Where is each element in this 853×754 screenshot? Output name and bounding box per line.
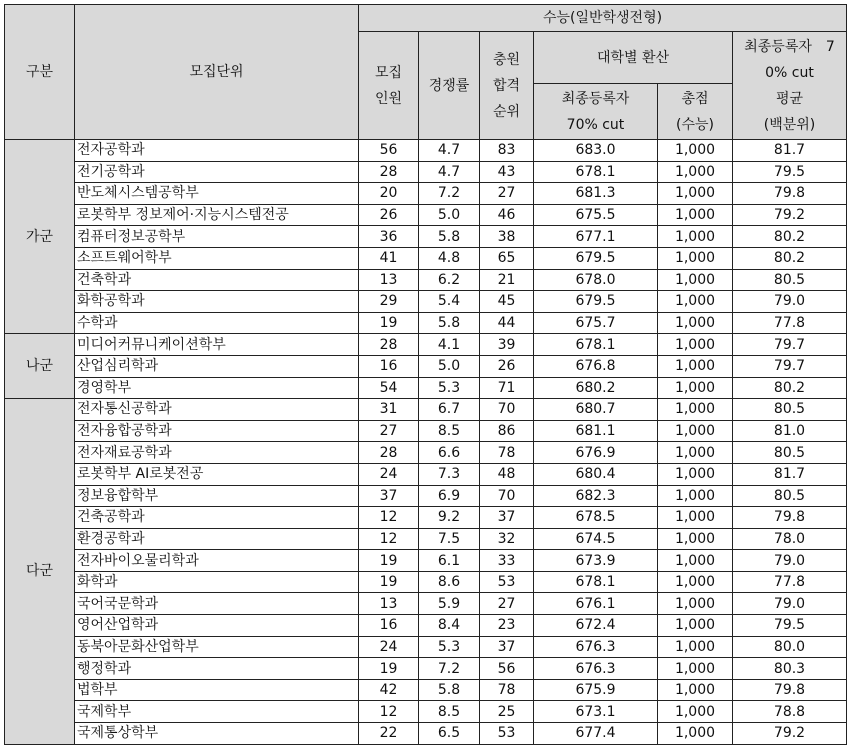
header-avg-line2: 0% cut xyxy=(765,64,814,81)
total-cell: 1,000 xyxy=(658,701,733,723)
avg-cell: 81.0 xyxy=(733,420,847,442)
table-row xyxy=(5,183,847,205)
total-cell: 1,000 xyxy=(658,550,733,572)
quota-cell: 13 xyxy=(359,269,419,291)
unit-cell: 전자공학과 xyxy=(75,140,359,162)
group-cell: 다군 xyxy=(5,399,75,745)
cut70-cell: 680.7 xyxy=(534,399,658,421)
waitlist-cell: 83 xyxy=(480,140,534,162)
header-avg-line4: (백분위) xyxy=(763,116,816,133)
quota-cell: 56 xyxy=(359,140,419,162)
competition-cell: 6.9 xyxy=(419,485,480,507)
competition-cell: 7.3 xyxy=(419,463,480,485)
waitlist-cell: 48 xyxy=(480,463,534,485)
header-competition: 경쟁률 xyxy=(419,32,480,140)
competition-cell: 8.6 xyxy=(419,571,480,593)
waitlist-cell: 43 xyxy=(480,161,534,183)
total-cell: 1,000 xyxy=(658,312,733,334)
unit-cell: 환경공학과 xyxy=(75,528,359,550)
competition-cell: 5.3 xyxy=(419,636,480,658)
cut70-cell: 678.1 xyxy=(534,571,658,593)
table-row xyxy=(5,485,847,507)
quota-cell: 37 xyxy=(359,485,419,507)
cut70-cell: 675.7 xyxy=(534,312,658,334)
total-cell: 1,000 xyxy=(658,636,733,658)
unit-cell: 행정학과 xyxy=(75,658,359,680)
competition-cell: 4.1 xyxy=(419,334,480,356)
table-row xyxy=(5,140,847,162)
avg-cell: 79.8 xyxy=(733,679,847,701)
competition-cell: 6.6 xyxy=(419,442,480,464)
cut70-cell: 673.1 xyxy=(534,701,658,723)
unit-cell: 소프트웨어학부 xyxy=(75,247,359,269)
total-cell: 1,000 xyxy=(658,183,733,205)
quota-cell: 12 xyxy=(359,507,419,529)
waitlist-cell: 71 xyxy=(480,377,534,399)
competition-cell: 5.4 xyxy=(419,291,480,313)
cut70-cell: 682.3 xyxy=(534,485,658,507)
table-row xyxy=(5,161,847,183)
header-quota xyxy=(359,32,419,140)
unit-cell: 전자융합공학과 xyxy=(75,420,359,442)
avg-cell: 80.2 xyxy=(733,226,847,248)
quota-cell: 26 xyxy=(359,204,419,226)
table-row xyxy=(5,593,847,615)
cut70-cell: 676.3 xyxy=(534,658,658,680)
avg-cell: 79.8 xyxy=(733,183,847,205)
competition-cell: 5.8 xyxy=(419,226,480,248)
quota-cell: 24 xyxy=(359,463,419,485)
avg-cell: 78.8 xyxy=(733,701,847,723)
total-cell: 1,000 xyxy=(658,571,733,593)
header-group: 구분 xyxy=(5,5,75,140)
avg-cell: 77.8 xyxy=(733,571,847,593)
competition-cell: 4.8 xyxy=(419,247,480,269)
table-row xyxy=(5,355,847,377)
competition-cell: 6.7 xyxy=(419,399,480,421)
competition-cell: 6.5 xyxy=(419,723,480,745)
header-conversion: 대학별 환산 xyxy=(534,32,733,84)
waitlist-cell: 78 xyxy=(480,442,534,464)
waitlist-cell: 32 xyxy=(480,528,534,550)
avg-cell: 79.0 xyxy=(733,291,847,313)
avg-cell: 80.5 xyxy=(733,442,847,464)
table-row xyxy=(5,204,847,226)
quota-cell: 19 xyxy=(359,658,419,680)
avg-cell: 79.2 xyxy=(733,204,847,226)
header-quota-line2: 인원 xyxy=(374,90,403,107)
table-row xyxy=(5,723,847,745)
competition-cell: 4.7 xyxy=(419,140,480,162)
total-cell: 1,000 xyxy=(658,399,733,421)
quota-cell: 28 xyxy=(359,161,419,183)
waitlist-cell: 27 xyxy=(480,593,534,615)
waitlist-cell: 53 xyxy=(480,571,534,593)
cut70-cell: 678.5 xyxy=(534,507,658,529)
cut70-cell: 679.5 xyxy=(534,291,658,313)
waitlist-cell: 65 xyxy=(480,247,534,269)
quota-cell: 28 xyxy=(359,334,419,356)
cut70-cell: 678.1 xyxy=(534,161,658,183)
avg-cell: 79.5 xyxy=(733,615,847,637)
cut70-cell: 675.9 xyxy=(534,679,658,701)
avg-cell: 77.8 xyxy=(733,312,847,334)
cut70-cell: 679.5 xyxy=(534,247,658,269)
table-row xyxy=(5,399,847,421)
avg-cell: 80.0 xyxy=(733,636,847,658)
header-total-line1: 총점 xyxy=(681,90,709,107)
table-row xyxy=(5,269,847,291)
table-row xyxy=(5,442,847,464)
total-cell: 1,000 xyxy=(658,355,733,377)
total-cell: 1,000 xyxy=(658,420,733,442)
header-avg-line3: 평균 xyxy=(775,90,804,107)
unit-cell: 동북아문화산업학부 xyxy=(75,636,359,658)
waitlist-cell: 39 xyxy=(480,334,534,356)
competition-cell: 4.7 xyxy=(419,161,480,183)
competition-cell: 5.3 xyxy=(419,377,480,399)
total-cell: 1,000 xyxy=(658,528,733,550)
header-avg xyxy=(733,32,847,140)
total-cell: 1,000 xyxy=(658,291,733,313)
avg-cell: 79.8 xyxy=(733,507,847,529)
total-cell: 1,000 xyxy=(658,334,733,356)
quota-cell: 42 xyxy=(359,679,419,701)
waitlist-cell: 23 xyxy=(480,615,534,637)
total-cell: 1,000 xyxy=(658,247,733,269)
quota-cell: 19 xyxy=(359,550,419,572)
cut70-cell: 676.8 xyxy=(534,355,658,377)
avg-cell: 80.2 xyxy=(733,247,847,269)
waitlist-cell: 44 xyxy=(480,312,534,334)
competition-cell: 5.0 xyxy=(419,355,480,377)
quota-cell: 28 xyxy=(359,442,419,464)
competition-cell: 8.5 xyxy=(419,701,480,723)
competition-cell: 5.8 xyxy=(419,312,480,334)
quota-cell: 27 xyxy=(359,420,419,442)
cut70-cell: 676.9 xyxy=(534,442,658,464)
table-row xyxy=(5,226,847,248)
table-row xyxy=(5,291,847,313)
total-cell: 1,000 xyxy=(658,463,733,485)
header-waitlist-line1: 충원 xyxy=(492,51,521,68)
cut70-cell: 678.0 xyxy=(534,269,658,291)
total-cell: 1,000 xyxy=(658,204,733,226)
header-waitlist-line3: 순위 xyxy=(492,103,521,120)
avg-cell: 78.0 xyxy=(733,528,847,550)
table-row xyxy=(5,636,847,658)
header-unit: 모집단위 xyxy=(75,5,359,140)
waitlist-cell: 26 xyxy=(480,355,534,377)
avg-cell: 79.0 xyxy=(733,593,847,615)
cut70-cell: 681.1 xyxy=(534,420,658,442)
quota-cell: 31 xyxy=(359,399,419,421)
total-cell: 1,000 xyxy=(658,161,733,183)
quota-cell: 16 xyxy=(359,615,419,637)
table-row xyxy=(5,701,847,723)
quota-cell: 22 xyxy=(359,723,419,745)
quota-cell: 16 xyxy=(359,355,419,377)
total-cell: 1,000 xyxy=(658,377,733,399)
quota-cell: 36 xyxy=(359,226,419,248)
unit-cell: 전기공학과 xyxy=(75,161,359,183)
waitlist-cell: 53 xyxy=(480,723,534,745)
avg-cell: 80.5 xyxy=(733,399,847,421)
header-cut70 xyxy=(534,84,658,140)
competition-cell: 5.8 xyxy=(419,679,480,701)
waitlist-cell: 33 xyxy=(480,550,534,572)
waitlist-cell: 21 xyxy=(480,269,534,291)
quota-cell: 54 xyxy=(359,377,419,399)
quota-cell: 29 xyxy=(359,291,419,313)
header-cut70-line1: 최종등록자 xyxy=(561,90,630,107)
table-row xyxy=(5,550,847,572)
competition-cell: 8.5 xyxy=(419,420,480,442)
avg-cell: 79.7 xyxy=(733,334,847,356)
cut70-cell: 677.1 xyxy=(534,226,658,248)
unit-cell: 화학공학과 xyxy=(75,291,359,313)
total-cell: 1,000 xyxy=(658,485,733,507)
avg-cell: 79.5 xyxy=(733,161,847,183)
group-cell: 나군 xyxy=(5,334,75,399)
waitlist-cell: 46 xyxy=(480,204,534,226)
unit-cell: 화학과 xyxy=(75,571,359,593)
competition-cell: 7.2 xyxy=(419,658,480,680)
avg-cell: 79.0 xyxy=(733,550,847,572)
unit-cell: 법학부 xyxy=(75,679,359,701)
cut70-cell: 673.9 xyxy=(534,550,658,572)
competition-cell: 8.4 xyxy=(419,615,480,637)
table-row xyxy=(5,658,847,680)
total-cell: 1,000 xyxy=(658,442,733,464)
cut70-cell: 680.2 xyxy=(534,377,658,399)
table-row xyxy=(5,420,847,442)
header-total-line2: (수능) xyxy=(676,116,714,133)
table-row xyxy=(5,247,847,269)
avg-cell: 80.5 xyxy=(733,485,847,507)
waitlist-cell: 37 xyxy=(480,636,534,658)
quota-cell: 19 xyxy=(359,312,419,334)
competition-cell: 5.9 xyxy=(419,593,480,615)
quota-cell: 20 xyxy=(359,183,419,205)
avg-cell: 80.3 xyxy=(733,658,847,680)
table-row xyxy=(5,507,847,529)
total-cell: 1,000 xyxy=(658,679,733,701)
header-avg-line1: 최종등록자 7 xyxy=(744,38,835,55)
waitlist-cell: 45 xyxy=(480,291,534,313)
competition-cell: 9.2 xyxy=(419,507,480,529)
admission-results-table xyxy=(4,4,847,745)
avg-cell: 81.7 xyxy=(733,463,847,485)
unit-cell: 영어산업학과 xyxy=(75,615,359,637)
total-cell: 1,000 xyxy=(658,593,733,615)
header-waitlist xyxy=(480,32,534,140)
unit-cell: 미디어커뮤니케이션학부 xyxy=(75,334,359,356)
cut70-cell: 677.4 xyxy=(534,723,658,745)
table-row xyxy=(5,571,847,593)
unit-cell: 국제학부 xyxy=(75,701,359,723)
avg-cell: 80.5 xyxy=(733,269,847,291)
unit-cell: 건축학과 xyxy=(75,269,359,291)
avg-cell: 80.2 xyxy=(733,377,847,399)
cut70-cell: 672.4 xyxy=(534,615,658,637)
header-cut70-line2: 70% cut xyxy=(566,116,625,133)
unit-cell: 전자통신공학과 xyxy=(75,399,359,421)
total-cell: 1,000 xyxy=(658,269,733,291)
avg-cell: 79.7 xyxy=(733,355,847,377)
unit-cell: 정보융합학부 xyxy=(75,485,359,507)
cut70-cell: 676.1 xyxy=(534,593,658,615)
waitlist-cell: 70 xyxy=(480,485,534,507)
waitlist-cell: 37 xyxy=(480,507,534,529)
table-body xyxy=(5,140,847,745)
cut70-cell: 680.4 xyxy=(534,463,658,485)
waitlist-cell: 25 xyxy=(480,701,534,723)
cut70-cell: 674.5 xyxy=(534,528,658,550)
unit-cell: 경영학부 xyxy=(75,377,359,399)
table-row xyxy=(5,312,847,334)
total-cell: 1,000 xyxy=(658,140,733,162)
unit-cell: 반도체시스템공학부 xyxy=(75,183,359,205)
quota-cell: 24 xyxy=(359,636,419,658)
cut70-cell: 676.3 xyxy=(534,636,658,658)
total-cell: 1,000 xyxy=(658,615,733,637)
cut70-cell: 681.3 xyxy=(534,183,658,205)
group-cell: 가군 xyxy=(5,140,75,334)
total-cell: 1,000 xyxy=(658,658,733,680)
avg-cell: 79.2 xyxy=(733,723,847,745)
header-total xyxy=(658,84,733,140)
unit-cell: 국제통상학부 xyxy=(75,723,359,745)
avg-cell: 81.7 xyxy=(733,140,847,162)
header-waitlist-line2: 합격 xyxy=(492,77,521,94)
total-cell: 1,000 xyxy=(658,226,733,248)
total-cell: 1,000 xyxy=(658,507,733,529)
table-row xyxy=(5,615,847,637)
table-row xyxy=(5,528,847,550)
competition-cell: 7.2 xyxy=(419,183,480,205)
competition-cell: 7.5 xyxy=(419,528,480,550)
quota-cell: 19 xyxy=(359,571,419,593)
cut70-cell: 675.5 xyxy=(534,204,658,226)
unit-cell: 국어국문학과 xyxy=(75,593,359,615)
unit-cell: 로봇학부 정보제어·지능시스템전공 xyxy=(75,204,359,226)
quota-cell: 41 xyxy=(359,247,419,269)
quota-cell: 12 xyxy=(359,701,419,723)
unit-cell: 건축공학과 xyxy=(75,507,359,529)
quota-cell: 12 xyxy=(359,528,419,550)
table-row xyxy=(5,377,847,399)
quota-cell: 13 xyxy=(359,593,419,615)
cut70-cell: 683.0 xyxy=(534,140,658,162)
table-header xyxy=(5,5,847,140)
unit-cell: 로봇학부 AI로봇전공 xyxy=(75,463,359,485)
table-row xyxy=(5,463,847,485)
unit-cell: 산업심리학과 xyxy=(75,355,359,377)
header-csat: 수능(일반학생전형) xyxy=(359,5,847,32)
waitlist-cell: 38 xyxy=(480,226,534,248)
waitlist-cell: 56 xyxy=(480,658,534,680)
waitlist-cell: 78 xyxy=(480,679,534,701)
unit-cell: 전자바이오물리학과 xyxy=(75,550,359,572)
waitlist-cell: 27 xyxy=(480,183,534,205)
waitlist-cell: 70 xyxy=(480,399,534,421)
table-row xyxy=(5,679,847,701)
cut70-cell: 678.1 xyxy=(534,334,658,356)
competition-cell: 5.0 xyxy=(419,204,480,226)
waitlist-cell: 86 xyxy=(480,420,534,442)
total-cell: 1,000 xyxy=(658,723,733,745)
competition-cell: 6.2 xyxy=(419,269,480,291)
unit-cell: 컴퓨터정보공학부 xyxy=(75,226,359,248)
unit-cell: 전자재료공학과 xyxy=(75,442,359,464)
header-quota-line1: 모집 xyxy=(374,64,403,81)
unit-cell: 수학과 xyxy=(75,312,359,334)
competition-cell: 6.1 xyxy=(419,550,480,572)
table-row xyxy=(5,334,847,356)
